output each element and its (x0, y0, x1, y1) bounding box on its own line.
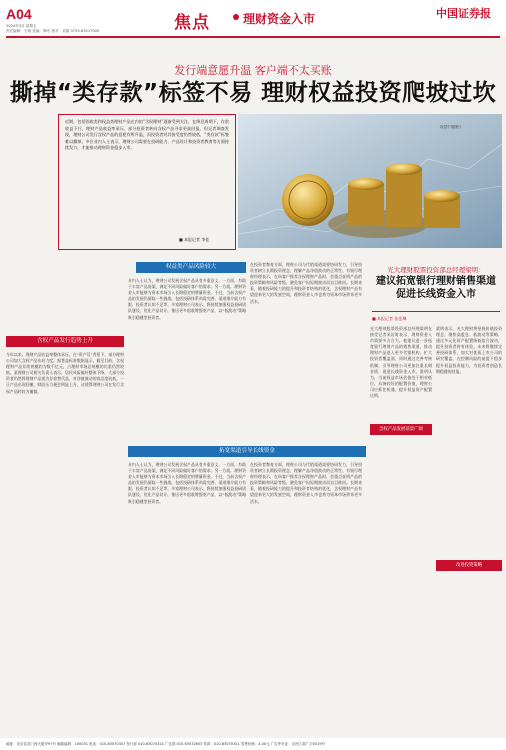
section-bar-2: 权益类产品风险较大 (136, 262, 246, 273)
column-1-text: 今年以来，理财产品收益率整体承压，在“资产荒”背景下，部分理财公司加大含权产品布局力度。据普益标准数据显示，截至目前，含权理财产品存续规模约为数千亿元，占理财市场总规模的比重仍然较低。某理财公司相关负责人表示，居民风险偏好整体下降，大部分投资者仍然将理财产品视为存款替代品，对净值波动的容忍度较低。一旦产品出现回撤，赎回压力便会明显上升，这使得理财公司在发行含权产品时较为谨慎。 (6, 352, 124, 394)
interview-divider (372, 311, 500, 312)
column-5-text: 梁明表示，光大理财将坚持价值投资理念，聚焦高股息、低波动等策略，通过多元化资产配置降低组合波动，提升投资者持有体验。未来将继续完善投研体系，加大对优质上市公司的研究覆盖，在控制风险的前提下稳步提升权益投资能力，为投资者创造长期稳健的回报。 (436, 326, 502, 374)
date-line (6, 24, 99, 33)
article-headline: 撕掉“类存款”标签不易 理财权益投资爬坡过坎 (9, 80, 497, 106)
editor-sign: ■ 本报记者 李佳 (179, 237, 210, 242)
column-3b (250, 462, 362, 732)
column-3 (250, 262, 362, 442)
column-4 (370, 326, 432, 732)
bullet-icon (233, 14, 239, 20)
interview-kicker: 光大理财股票投资部总经理梁明： (387, 266, 485, 274)
header-rule (6, 36, 500, 38)
focus-label: 焦点 (174, 13, 210, 33)
article-subtitle: 发行端意愿升温 客户端不太买账 (174, 64, 332, 77)
page-footer: 地址：北京宣武门西大街甲97号 邮政编码：100031 电话：010-63070307 发行部 010-63070324 广告部 010-63072653 传真：010-63070321 零售价格：4.00元 广告许可证：京西工商广字0019号 (0, 738, 506, 750)
section-bar-5: 改进投资策略 (436, 560, 502, 571)
date-line-1: 2024年3月 星期五 (6, 24, 37, 28)
column-2 (128, 278, 246, 438)
date-line-2: 责任编辑：于晓 美编：梅冬 校对：袁嘉 0755-83517000 (6, 28, 100, 33)
newspaper-logo: 中国证券报 (436, 7, 491, 20)
article-photo (238, 114, 502, 248)
editor-note: 近期，包括固收类和权益类理财产品在内的“含权理财”逐渐受到关注。在降息周期下，存款收益下行，理财产品收益率承压，部分投资者转向含权产品寻求更高回报。但记者调查发现，理财公司发行含权产品的意愿有所升温，而投资者对其接受度仍然较低，“类存款”标签难以撕掉。多位业内人士表示，理财公司需要在投研能力、产品设计和投资者教育等方面持续发力，才能推动理财资金稳步入市。 (65, 119, 229, 150)
column-5 (436, 326, 502, 732)
section-bar-4: 含权产品发展前景广阔 (370, 424, 432, 435)
column-3-text: 在投资者教育方面，理财公司与代销渠道需要协同发力，引导投资者树立长期投资理念，理解产品净值波动的正常性。有银行理财经理表示，在向客户推荐含权理财产品时，会重点说明产品的投资策略和风险等级，避免客户因短期波动而盲目赎回。长期来看，随着投研能力的提升和投资者结构的优化，含权理财产品有望迎来更大的发展空间，理财资金入市也将为资本市场带来更多活水。 (250, 262, 362, 304)
coins-image (238, 114, 502, 248)
section-title: 理财资金入市 (243, 12, 316, 26)
interview-headline (366, 266, 506, 301)
section-bar-1: 含权产品发行趋势上升 (6, 336, 124, 347)
interview-title-2: 促进长线资金入市 (396, 289, 476, 300)
photo-credit: 视觉中国图片 (440, 125, 462, 129)
section-bar-3: 拓宽渠道引导长线资金 (128, 446, 366, 457)
interview-title-1: 建议拓宽银行理财销售渠道 (376, 276, 496, 287)
column-3b-text: 在投资者教育方面，理财公司与代销渠道需要协同发力，引导投资者树立长期投资理念，理解产品净值波动的正常性。有银行理财经理表示，在向客户推荐含权理财产品时，会重点说明产品的投资策略和风险等级，避免客户因短期波动而盲目赎回。长期来看，随着投研能力的提升和投资者结构的优化，含权理财产品有望迎来更大的发展空间，理财资金入市也将为资本市场带来更多活水。 (250, 462, 362, 504)
column-2-text: 业内人士认为，理财公司发展含权产品具有多重意义。一方面，有助于丰富产品货架，满足不同风险偏好客户的需求；另一方面，理财资金入市能够为资本市场引入长期稳定的增量资金。不过，当前含权产品的发展仍面临一些挑战，包括投研体系尚需完善、渠道推介能力有限、投资者认知不足等。多家理财公司表示，将持续加强权益投研团队建设，优化产品设计，推出更多固收增强类产品，以“低波动”策略吸引稳健型投资者。 (128, 278, 246, 320)
editor-note-box (58, 114, 236, 250)
page-number: A04 (6, 6, 32, 22)
column-2b (128, 462, 246, 732)
interview-byline: ■ 本报记者 张佳琳 (372, 316, 407, 321)
column-4-text: 光大理财股票投资部总经理梁明在接受记者采访时表示，理财资金入市需要多方合力。他建议进一步拓宽银行理财产品的销售渠道，推动理财产品进入更多代销机构，扩大投资者覆盖面，同时通过完善考核机制，引导理财公司更加注重长期业绩，促进长线资金入市。梁明认为，当前权益市场估值处于相对低位，具备较好的配置价值，理财公司应抓住机遇，提升权益资产配置比例。 (370, 326, 432, 399)
column-1 (6, 352, 124, 732)
column-2b-text: 业内人士认为，理财公司发展含权产品具有多重意义。一方面，有助于丰富产品货架，满足不同风险偏好客户的需求；另一方面，理财资金入市能够为资本市场引入长期稳定的增量资金。不过，当前含权产品的发展仍面临一些挑战，包括投研体系尚需完善、渠道推介能力有限、投资者认知不足等。多家理财公司表示，将持续加强权益投研团队建设，优化产品设计，推出更多固收增强类产品，以“低波动”策略吸引稳健型投资者。 (128, 462, 246, 504)
